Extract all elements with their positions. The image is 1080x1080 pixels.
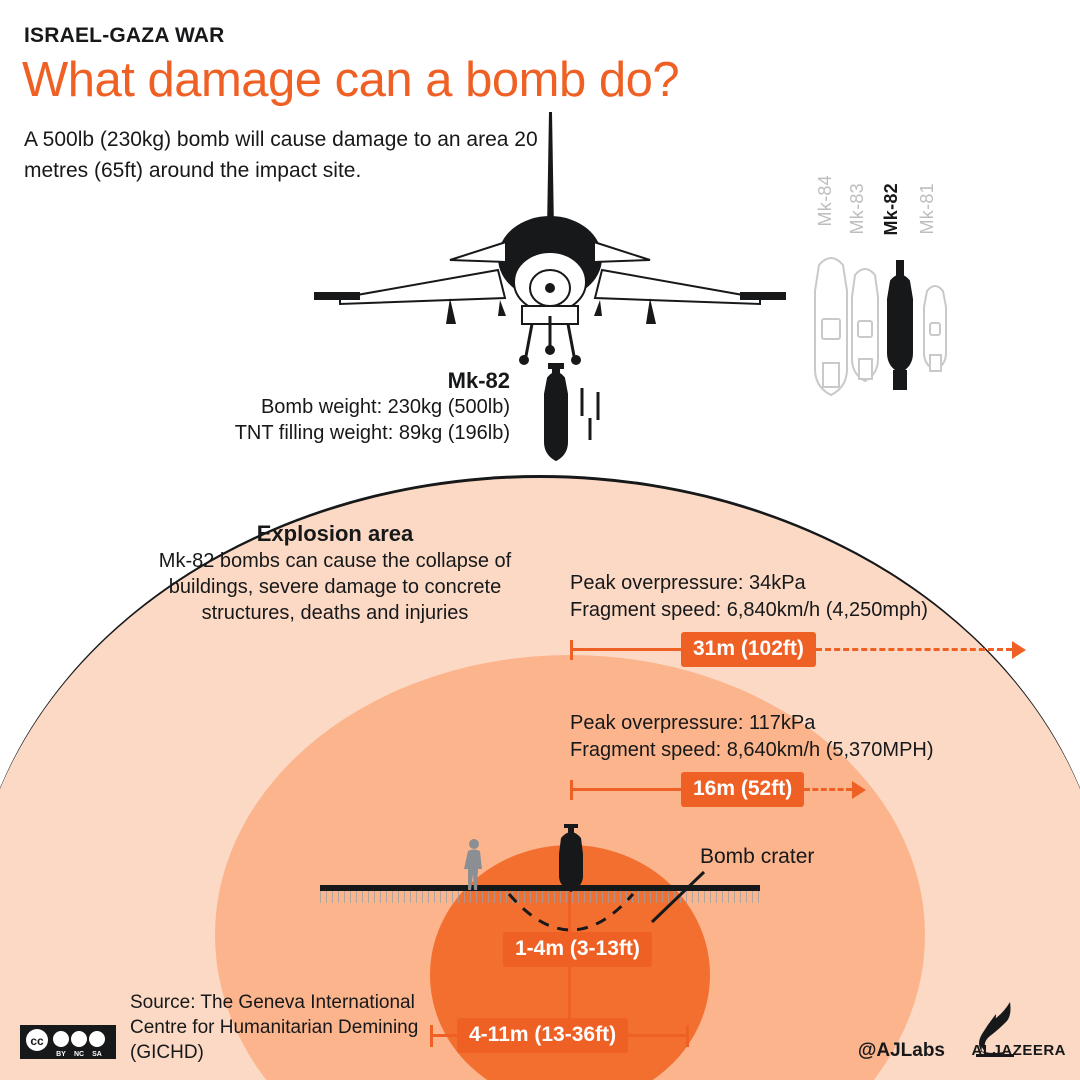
crater-label: Bomb crater [700,845,815,868]
inner-distance-row [570,772,934,807]
svg-text:cc: cc [30,1034,44,1048]
source-note: Source: The Geneva International Centre for Humanitarian Demining (GICHD) [130,992,419,1063]
bomb-family-silhouettes [805,253,975,413]
crater-leader-line [648,870,708,926]
inner-fragment-speed: Fragment speed: 8,640km/h (5,370MPH) [570,739,934,761]
mk82-tnt: TNT filling weight: 89kg (196lb) [234,422,510,444]
inner-distance-pill: 16m (52ft) [681,772,804,807]
explosion-area-title: Explosion area [256,521,414,546]
inner-solid-line [573,788,681,791]
crater-width-pill: 4-11m (13-36ft) [457,1018,628,1053]
inner-overpressure: Peak overpressure: 117kPa [570,712,816,734]
explosion-scene [0,430,1080,1080]
svg-text:NC: NC [73,1051,85,1058]
outer-distance-pill: 31m (102ft) [681,632,816,667]
family-label-mk81: Mk-81 [917,183,937,235]
outer-arrow-icon [1012,641,1026,659]
family-label-mk82: Mk-82 [881,183,901,236]
width-right-tick [686,1025,689,1047]
svg-text:SA: SA [92,1051,102,1058]
aj-labs-handle: @AJLabs [857,1040,945,1061]
svg-text:BY: BY [56,1051,66,1058]
measurement-outer [570,570,1026,667]
explosion-area-block [120,520,550,626]
crater-width-measure [430,1018,689,1053]
creative-commons-badge [20,1025,116,1059]
human-scale-figure [462,838,486,890]
bomb-family-comparison [805,175,975,415]
impact-bomb-illustration [556,822,586,892]
fighter-jet-illustration [300,110,800,370]
outer-fragment-speed: Fragment speed: 6,840km/h (4,250mph) [570,599,928,621]
al-jazeera-wordmark: ALJAZEERA [971,1042,1066,1059]
inner-dashed-line [804,788,852,791]
mk82-title: Mk-82 [447,368,510,393]
family-label-mk83: Mk-83 [847,183,867,235]
kicker: ISRAEL-GAZA WAR [24,24,225,47]
explosion-area-description: Mk-82 bombs can cause the collapse of buildings, severe damage to concrete structures, deaths and injuries [158,550,512,624]
outer-dashed-line [816,648,1012,651]
outer-overpressure: Peak overpressure: 34kPa [570,572,806,594]
outer-distance-row [570,632,1026,667]
outer-solid-line [573,648,681,651]
width-right-line [628,1034,686,1037]
standfirst: A 500lb (230kg) bomb will cause damage to an area 20 metres (65ft) around the impact site. [24,128,538,182]
crater-depth-measure [503,932,652,967]
crater-depth-pill: 1-4m (3-13ft) [503,932,652,967]
family-label-mk84: Mk-84 [815,175,835,227]
page-title: What damage can a bomb do? [22,53,680,107]
measurement-inner [570,710,934,807]
mk82-weight: Bomb weight: 230kg (500lb) [260,396,510,418]
inner-arrow-icon [852,781,866,799]
